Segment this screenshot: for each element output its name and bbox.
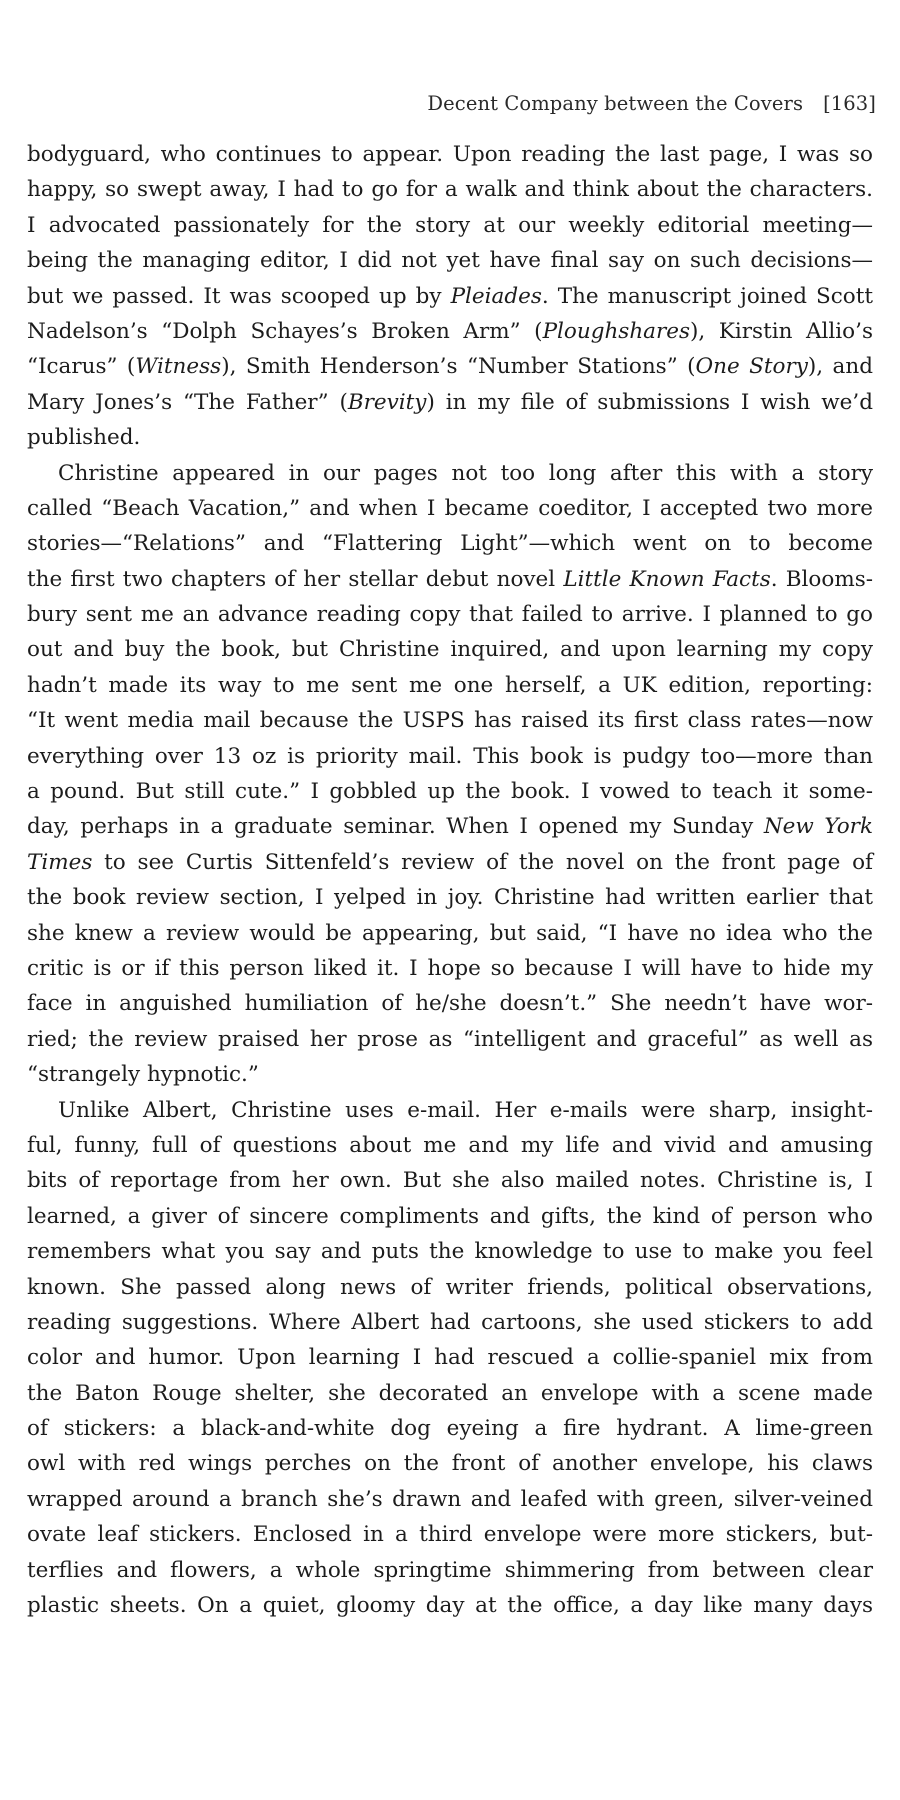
text-line [27, 1234, 873, 1269]
text-line [27, 809, 873, 844]
text-run: called “Beach Vacation,” and when I became coeditor, I accepted two more [27, 495, 873, 521]
text-line [27, 1340, 873, 1375]
text-run: bodyguard, who continues to appear. Upon reading the last page, I was so [27, 142, 873, 167]
text-run: stories—“Relations” and “Flattering Light”—which went on to become [27, 531, 873, 557]
text-line [27, 1270, 873, 1305]
text-run: out and buy the book, but Christine inquired, and upon learning my copy [27, 637, 873, 663]
text-run: “strangely hypnotic.” [27, 1062, 259, 1088]
italic-title: Brevity [347, 389, 427, 415]
text-run: hadn’t made its way to me sent me one herself, a UK edition, reporting: [27, 672, 873, 698]
text-run: color and humor. Upon learning I had rescued a collie-spaniel mix from [27, 1345, 873, 1371]
text-line [27, 1057, 873, 1092]
text-run: published. [27, 425, 141, 451]
text-line [27, 1163, 873, 1198]
text-run: ), and [807, 354, 873, 380]
text-run: of stickers: a black-and-white dog eyeing a fire hydrant. A lime-green [27, 1416, 873, 1442]
text-run: ried; the review praised her prose as “intelligent and graceful” as well as [27, 1026, 873, 1052]
text-line [27, 1588, 873, 1623]
text-line [27, 526, 873, 561]
text-run: being the managing editor, I did not yet have final say on such decisions— [27, 248, 873, 274]
italic-title: New York [763, 814, 873, 840]
italic-title: Witness [135, 354, 222, 380]
running-head-title: Decent Company between the Covers [427, 92, 804, 115]
text-run: she knew a review would be appearing, but said, “I have no idea who the [27, 920, 873, 946]
text-run: the book review section, I yelped in joy. Christine had written earlier that [27, 885, 873, 911]
text-line [27, 1376, 873, 1411]
paragraph [27, 1093, 873, 1624]
text-run: but we passed. It was scooped up by [27, 283, 451, 309]
paragraph [27, 137, 873, 456]
text-line [27, 845, 873, 880]
italic-title: One Story [695, 354, 808, 380]
text-line [27, 1022, 873, 1057]
text-run: . Blooms- [770, 566, 874, 592]
text-line [27, 208, 873, 243]
running-head [427, 92, 876, 115]
text-line [27, 562, 873, 597]
text-run: terflies and flowers, a whole springtime shimmering from between clear [27, 1557, 873, 1583]
paragraph [27, 456, 873, 1093]
text-run: to see Curtis Sittenfeld’s review of the novel on the front page of [92, 849, 873, 875]
text-line [27, 597, 873, 632]
text-line [27, 916, 873, 951]
text-run: wrapped around a branch she’s drawn and leafed with green, silver-veined [27, 1486, 873, 1512]
text-run: remembers what you say and puts the knowledge to use to make you feel [27, 1239, 873, 1265]
text-run: . The manuscript joined Scott [541, 283, 873, 309]
text-run: bits of reportage from her own. But she also mailed notes. Christine is, I [27, 1168, 873, 1194]
text-line [27, 1517, 873, 1552]
text-run: “Icarus” ( [27, 354, 136, 380]
text-line [27, 880, 873, 915]
text-line [27, 1446, 873, 1481]
text-run: Nadelson’s “Dolph Schayes’s Broken Arm” ( [27, 318, 543, 344]
page-number: [163] [823, 92, 876, 115]
text-run: day, perhaps in a graduate seminar. When I opened my Sunday [27, 814, 764, 840]
text-run: learned, a giver of sincere compliments and gifts, the kind of person who [27, 1203, 873, 1229]
italic-title: Pleiades [450, 283, 542, 309]
text-line [27, 632, 873, 667]
text-run: ful, funny, full of questions about me and my life and vivid and amusing [27, 1132, 873, 1158]
text-line [27, 1305, 873, 1340]
text-line [27, 1411, 873, 1446]
body-text [27, 137, 873, 1623]
text-line [27, 951, 873, 986]
text-run: ) in my file of submissions I wish we’d [426, 389, 873, 415]
text-run: Mary Jones’s “The Father” ( [27, 389, 348, 415]
text-run: everything over 13 oz is priority mail. This book is pudgy too—more than [27, 743, 873, 769]
text-line [27, 279, 873, 314]
text-line [27, 137, 873, 172]
text-line [27, 1128, 873, 1163]
text-line [27, 456, 873, 491]
text-line [27, 491, 873, 526]
text-line [27, 703, 873, 738]
text-line [27, 243, 873, 278]
text-line [27, 420, 873, 455]
text-line [27, 668, 873, 703]
italic-title: Little Known Facts [563, 566, 771, 592]
text-run: the Baton Rouge shelter, she decorated an envelope with a scene made [27, 1380, 873, 1406]
text-run: known. She passed along news of writer friends, political observations, [27, 1274, 873, 1300]
text-run: ovate leaf stickers. Enclosed in a third envelope were more stickers, but- [27, 1522, 873, 1548]
text-run: bury sent me an advance reading copy that failed to arrive. I planned to go [27, 602, 873, 628]
text-run: Unlike Albert, Christine uses e-mail. Her e-mails were sharp, insight- [58, 1097, 873, 1123]
text-run: Christine appeared in our pages not too long after this with a story [58, 460, 873, 486]
text-line [27, 986, 873, 1021]
text-line [27, 314, 873, 349]
text-run: owl with red wings perches on the front of another envelope, his claws [27, 1451, 873, 1477]
text-run: a pound. But still cute.” I gobbled up the book. I vowed to teach it some- [27, 779, 873, 805]
text-run: critic is or if this person liked it. I hope so because I will have to hide my [27, 955, 873, 981]
text-line [27, 1199, 873, 1234]
text-run: “It went media mail because the USPS has raised its first class rates—now [27, 708, 873, 734]
text-line [27, 1553, 873, 1588]
text-line [27, 1093, 873, 1128]
text-line [27, 349, 873, 384]
italic-title: Ploughshares [542, 318, 691, 344]
text-run: I advocated passionately for the story at our weekly editorial meeting— [27, 212, 873, 238]
text-run: ), Smith Henderson’s “Number Stations” ( [221, 354, 696, 380]
text-line [27, 774, 873, 809]
text-run: face in anguished humiliation of he/she doesn’t.” She needn’t have wor- [27, 991, 873, 1017]
text-run: ), Kirstin Allio’s [690, 318, 873, 344]
text-line [27, 1482, 873, 1517]
italic-title: Times [27, 849, 93, 875]
text-run: reading suggestions. Where Albert had cartoons, she used stickers to add [27, 1309, 873, 1335]
text-run: plastic sheets. On a quiet, gloomy day at the office, a day like many days [27, 1593, 873, 1619]
text-run: happy, so swept away, I had to go for a walk and think about the characters. [27, 177, 873, 203]
text-line [27, 739, 873, 774]
text-run: the first two chapters of her stellar debut novel [27, 566, 564, 592]
text-line [27, 172, 873, 207]
text-line [27, 385, 873, 420]
